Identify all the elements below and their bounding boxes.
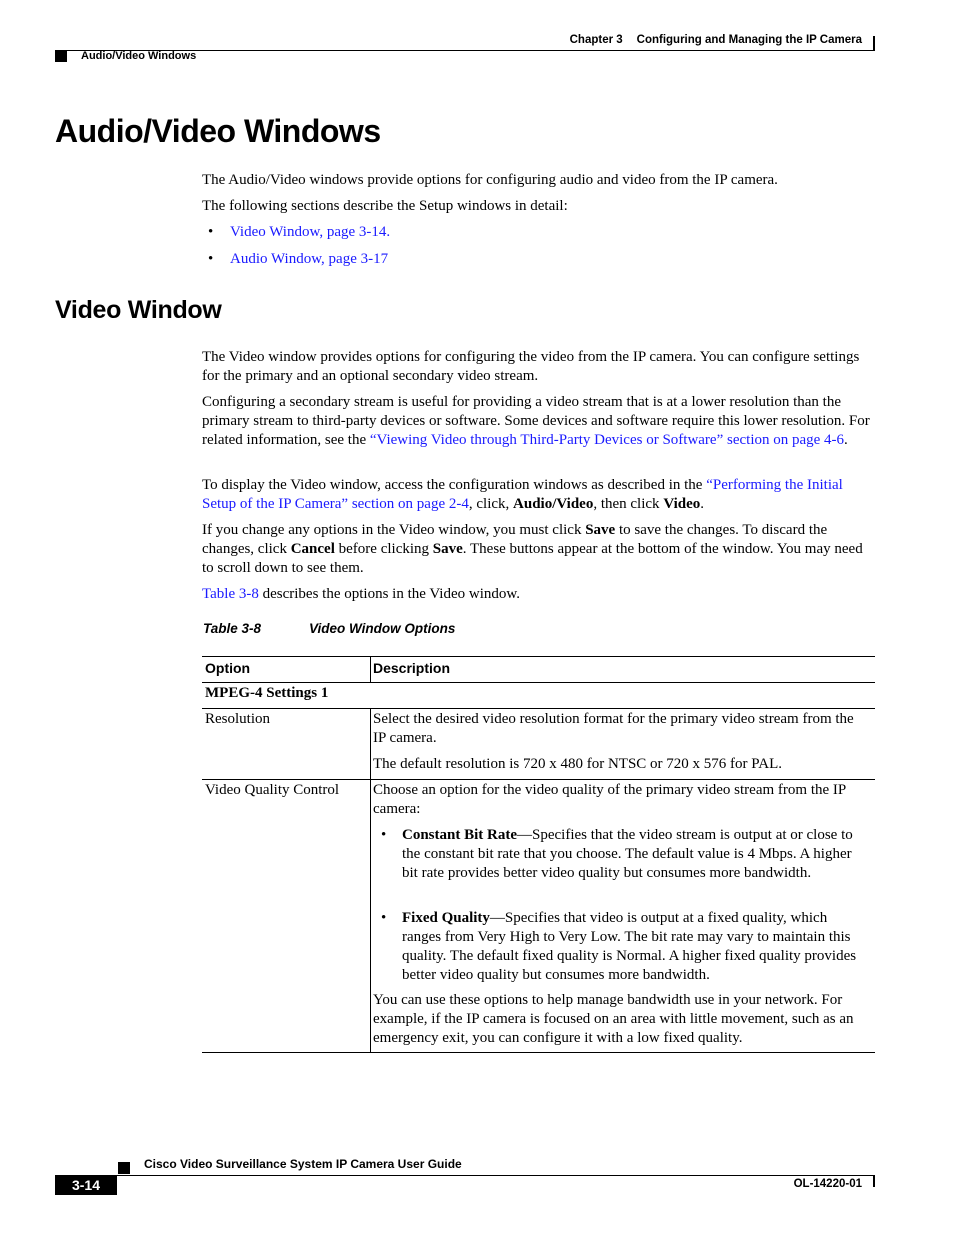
header-vertical-bar	[873, 36, 875, 50]
table-reference-paragraph: Table 3-8 describes the options in the Video window.	[202, 586, 520, 602]
bullet-item: • Audio Window, page 3-17	[208, 251, 389, 267]
table-row-description: The default resolution is 720 x 480 for NTSC or 720 x 576 for PAL.	[373, 756, 782, 772]
document-number: OL-14220-01	[793, 1178, 862, 1190]
chapter-number: Chapter 3	[569, 34, 623, 46]
table-row-option: Resolution	[205, 711, 271, 727]
initial-setup-link[interactable]: “Performing the Initial Setup of the IP Camera” section on page 2-4	[202, 477, 843, 512]
footer-marker	[118, 1162, 130, 1174]
audio-window-link[interactable]: Audio Window, page 3-17	[230, 251, 389, 267]
bullet-item: • Video Window, page 3-14.	[208, 224, 391, 240]
save-cancel-paragraph: If you change any options in the Video window, you must click Save to save the changes. To discard the changes, click Cancel before clicking Save. These buttons appear at the bottom of the window. You may need to scroll down to see them.	[202, 522, 863, 576]
video-window-paragraph: The Video window provides options for configuring the video from the IP camera. You can configure settings for the primary and an optional secondary video stream.	[202, 349, 860, 384]
table-row-description: Choose an option for the video quality of the primary video stream from the IP camera:	[373, 782, 846, 817]
list-item: • Fixed Quality—Specifies that video is output at a fixed quality, which ranges from Very High to Very Low. The bit rate may vary to maintain this quality. The default fixed quality is Normal. A higher fixed quality provides better video quality but consumes more bandwidth.	[381, 910, 857, 983]
page-title: Audio/Video Windows	[55, 113, 381, 149]
page-number: 3-14	[55, 1175, 117, 1195]
table-row-option: Video Quality Control	[205, 782, 340, 798]
list-item: • Constant Bit Rate—Specifies that the video stream is output at or close to the constant bit rate that you choose. The default value is 4 Mbps. A higher bit rate provides better video quality but consumes more bandwidth.	[381, 827, 853, 881]
footer-rule	[55, 1175, 875, 1176]
column-header-description: Description	[373, 660, 451, 676]
table-caption-number: Table 3-8	[203, 621, 262, 636]
running-header-section: Audio/Video Windows	[81, 50, 197, 62]
header-marker	[55, 51, 67, 62]
video-window-link[interactable]: Video Window, page 3-14.	[230, 224, 391, 240]
running-header-chapter	[570, 34, 862, 46]
section-title: Video Window	[55, 296, 222, 324]
table-row-description: Select the desired video resolution format for the primary video stream from the IP camera.	[373, 711, 854, 746]
table-caption	[203, 621, 455, 636]
secondary-stream-paragraph: Configuring a secondary stream is useful for providing a video stream that is at a lower resolution than the primary stream to third-party devices or software. Some devices and software require this lower resolution. For related information, see the “Viewing Video through Third-Party Devices or Software” section on page 4-6.	[202, 394, 870, 448]
table-row-description: You can use these options to help manage bandwidth use in your network. For example, if the IP camera is focused on an area with little movement, such as an emergency exit, you can configure it with a low fixed quality.	[373, 992, 854, 1046]
display-window-paragraph: To display the Video window, access the configuration windows as described in the “Performing the Initial Setup of the IP Camera” section on page 2-4, click, Audio/Video, then click Video.	[202, 477, 843, 512]
intro-sections-paragraph: The following sections describe the Setup windows in detail:	[202, 198, 568, 214]
footer-vertical-bar	[873, 1175, 875, 1187]
intro-paragraph: The Audio/Video windows provide options for configuring audio and video from the IP camera.	[202, 172, 778, 188]
column-header-option: Option	[205, 660, 251, 676]
chapter-title: Configuring and Managing the IP Camera	[636, 34, 862, 46]
third-party-devices-link[interactable]: “Viewing Video through Third-Party Devices or Software” section on page 4-6	[369, 432, 845, 448]
footer-guide-title: Cisco Video Surveillance System IP Camera User Guide	[144, 1157, 462, 1171]
table-3-8-link[interactable]: Table 3-8	[202, 586, 259, 602]
table-caption-title: Video Window Options	[309, 621, 456, 636]
table-group-label: MPEG-4 Settings 1	[205, 685, 329, 701]
